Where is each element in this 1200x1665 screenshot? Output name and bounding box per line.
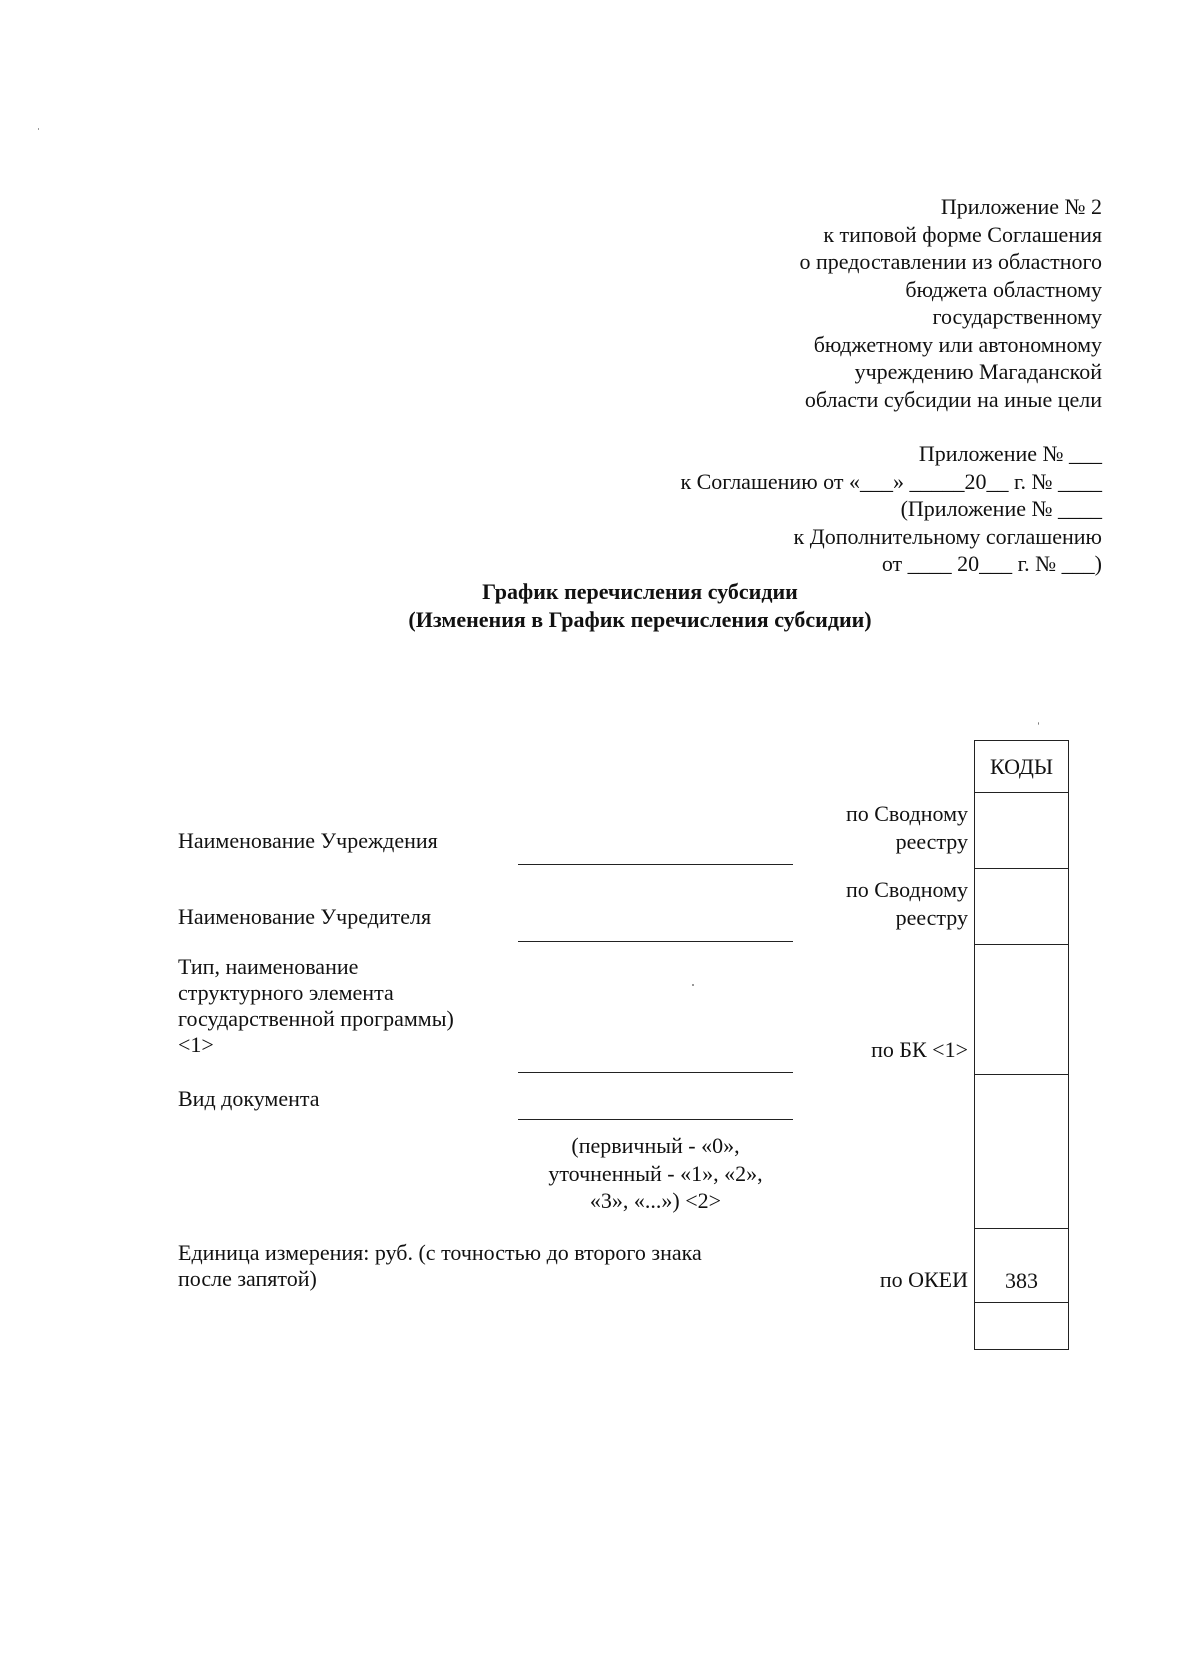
program-label-line: структурного элемента [178,980,394,1005]
agreement-line: (Приложение № ____ [900,496,1102,521]
registry-label-institution [846,800,968,855]
appendix-line: государственному [932,304,1102,329]
agreement-line: Приложение № ___ [918,441,1102,466]
program-label-line: государственной программы) [178,1006,454,1031]
code-cell-founder-registry[interactable] [975,869,1068,945]
appendix-header [799,193,1102,413]
code-cell-okei[interactable] [975,1229,1068,1303]
hint-line: (первичный - «0», [571,1133,740,1158]
agreement-line: к Дополнительному соглашению [793,523,1102,549]
institution-label: Наименование Учреждения [178,828,438,853]
registry-label-line: реестру [895,904,968,930]
document-type-field-line[interactable] [518,1119,793,1120]
unit-label-line: Единица измерения: руб. (с точностью до второго знака [178,1240,702,1265]
appendix-line: о предоставлении из областного [799,249,1102,274]
hint-line: уточненный - «1», «2», [548,1160,763,1186]
codes-table [974,740,1069,1350]
agreement-line: от ____ 20___ г. № ___) [881,551,1102,576]
scan-speck [38,128,39,130]
code-cell-institution-registry[interactable] [975,793,1068,869]
document-title: График перечисления субсидии [482,579,798,604]
okei-label: по ОКЕИ [879,1267,968,1292]
agreement-line: к Соглашению от «___» _____20__ г. № ____ [680,468,1102,494]
appendix-line: к типовой форме Соглашения [823,221,1102,247]
scan-speck [1038,722,1039,725]
registry-label-line: по Сводному [845,877,968,902]
program-element-field-line[interactable] [518,1072,793,1073]
program-label-line: <1> [178,1032,214,1057]
registry-label-line: реестру [895,828,968,854]
appendix-line: бюджетному или автономному [813,331,1102,357]
appendix-line: области субсидии на иные цели [804,386,1102,412]
founder-field-line[interactable] [518,941,793,942]
registry-label-line: по Сводному [845,801,968,826]
scan-speck [692,984,694,986]
appendix-line: Приложение № 2 [940,194,1102,219]
document-type-label: Вид документа [178,1086,320,1111]
document-subtitle: (Изменения в График перечисления субсидии) [408,607,872,632]
registry-label-founder [846,876,968,931]
code-cell-empty[interactable] [975,1303,1068,1349]
hint-line: «3», «...») <2> [589,1188,722,1213]
founder-label: Наименование Учредителя [178,904,432,929]
codes-header: КОДЫ [989,754,1054,779]
codes-header-cell [975,741,1068,793]
code-cell-document-type[interactable] [975,1075,1068,1229]
program-element-label [178,954,454,1058]
unit-label-line: после запятой) [178,1266,317,1291]
unit-of-measure-label [178,1240,702,1292]
bk-label: по БК <1> [871,1037,968,1062]
institution-field-line[interactable] [518,864,793,865]
appendix-line: бюджета областному [905,276,1102,302]
code-cell-bk[interactable] [975,945,1068,1075]
program-label-line: Тип, наименование [178,954,359,979]
okei-code-value: 383 [1005,1268,1038,1293]
agreement-reference [680,440,1102,578]
document-type-hint [518,1132,793,1215]
appendix-line: учреждению Магаданской [854,359,1102,384]
